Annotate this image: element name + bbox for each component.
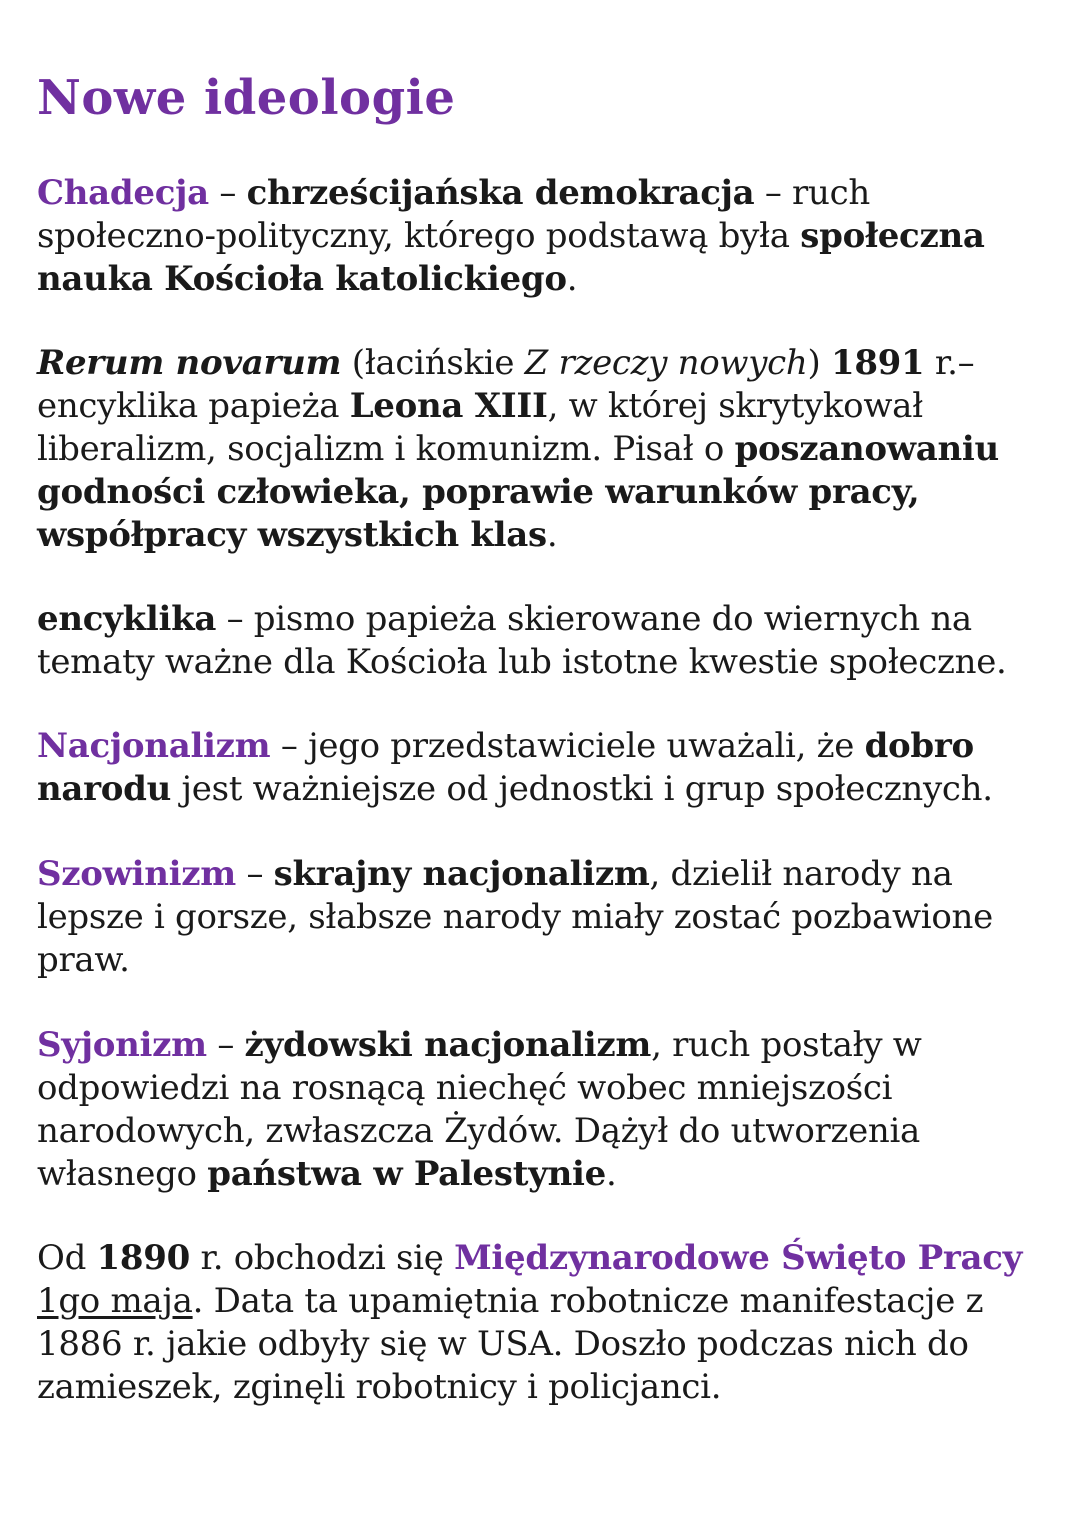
year: 1890 <box>96 1238 190 1278</box>
bold-phrase: skrajny nacjonalizm <box>273 854 650 894</box>
paragraph-szowinizm <box>37 853 1057 982</box>
body-text: – pismo papieża skierowane do wiernych na tematy ważne dla Kościoła lub istotne kwestie społeczne. <box>37 599 1007 682</box>
paragraph-chadecja <box>37 172 1057 301</box>
term-szowinizm: Szowinizm <box>37 854 236 894</box>
encyclical-title: Rerum novarum <box>37 343 342 383</box>
bold-phrase: żydowski nacjonalizm <box>244 1025 652 1065</box>
body-text: Od <box>37 1238 97 1278</box>
bold-phrase: chrześcijańska demokracja <box>246 173 755 213</box>
term-chadecja: Chadecja <box>37 173 209 213</box>
paragraph-swieto-pracy <box>37 1237 1057 1409</box>
period: . <box>566 259 578 299</box>
body-text: (łacińskie <box>341 343 525 383</box>
paragraph-encyklika <box>37 598 1057 684</box>
term-syjonizm: Syjonizm <box>37 1025 207 1065</box>
bold-phrase: społeczna nauka Kościoła katolickiego <box>37 216 985 299</box>
body-text: , w której skrytykował liberalizm, socjalizm i komunizm. Pisał o <box>37 386 923 469</box>
body-text: , dzielił narody na lepsze i gorsze, słabsze narody miały zostać pozbawione praw. <box>37 854 993 980</box>
dash: – <box>206 1025 245 1065</box>
period: . <box>546 515 558 555</box>
period: . <box>605 1154 617 1194</box>
bold-phrase: państwa w Palestynie <box>207 1154 606 1194</box>
body-text: , ruch postały w odpowiedzi na rosnącą niechęć wobec mniejszości narodowych, zwłaszcza Żydów. Dążył do utworzenia własnego <box>37 1025 922 1194</box>
term-swieto-pracy: Międzynarodowe Święto Pracy <box>454 1238 1023 1278</box>
pope-name: Leona XIII <box>349 386 548 426</box>
body-text: jest ważniejsze od jednostki i grup społecznych. <box>171 769 993 809</box>
body-text: . Data ta upamiętnia robotnicze manifestacje z 1886 r. jakie odbyły się w USA. Doszło podczas nich do zamieszek, zginęli robotnicy i policjanci. <box>37 1281 984 1407</box>
paragraph-syjonizm <box>37 1024 1057 1196</box>
paragraph-rerum-novarum <box>37 342 1057 557</box>
body-text: r. obchodzi się <box>189 1238 455 1278</box>
dash: – <box>235 854 274 894</box>
body-text: ) <box>807 343 831 383</box>
body-text: r.– encyklika papieża <box>37 343 975 426</box>
date-underlined: 1go maja <box>37 1281 193 1321</box>
bold-phrase: poszanowaniu godności człowieka, poprawie warunków pracy, współpracy wszystkich klas <box>37 429 999 555</box>
page-title: Nowe ideologie <box>37 70 456 126</box>
translation: Z rzeczy nowych <box>524 343 808 383</box>
term-nacjonalizm: Nacjonalizm <box>37 726 271 766</box>
dash: – <box>208 173 247 213</box>
body-text: – ruch społeczno-polityczny, którego podstawą była <box>37 173 870 256</box>
term-encyklika: encyklika <box>37 599 217 639</box>
paragraph-nacjonalizm <box>37 725 1057 811</box>
bold-phrase: dobro narodu <box>37 726 974 809</box>
year: 1891 <box>830 343 925 383</box>
body-text: – jego przedstawiciele uważali, że <box>270 726 865 766</box>
note-page <box>37 62 1057 1407</box>
